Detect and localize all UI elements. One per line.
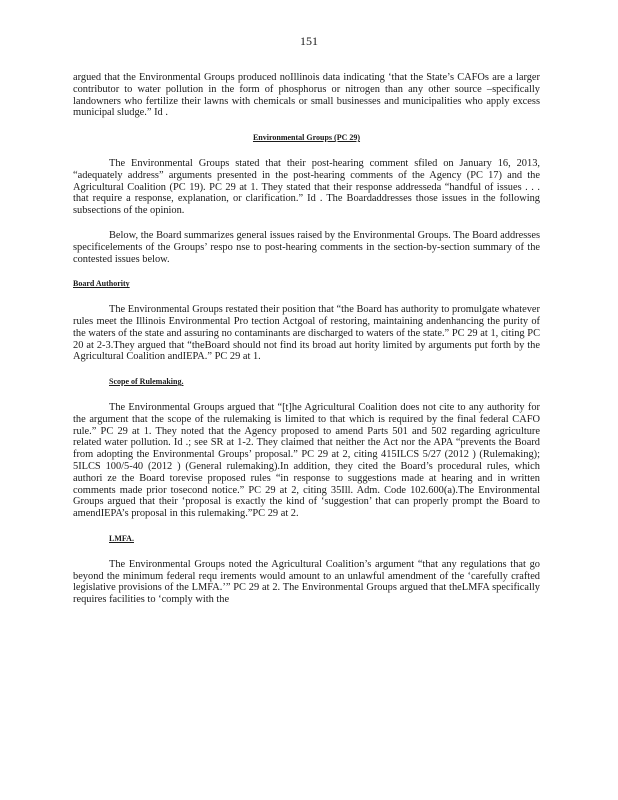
paragraph: The Environmental Groups argued that “[t]he Agricultural Coalition does not cite to any authority for the argument that the scope of the rulemaking is limited to that which is required by the final federal CAFO rule.” PC 29 at 1. They noted that the Agency proposed to amend Parts 501 and 502 regarding agriculture related water pollution. Id .; see SR at 1-2. They claimed that neither the Act nor the APA “prevents the Board from adopting the Environmental Groups’ proposal.” PC 29 at 2, citing 415ILCS 5/27 (2012 ) (Rulemaking); 5ILCS 100/5-40 (2012 ) (General rulemaking).In addition, they cited the Board’s procedural rules, which authori ze the Board torevise proposed rules “in response to suggestions made at hearing and in written comments made prior tosecond notice.” PC 29 at 2, citing 35Ill. Adm. Code 102.600(a).The Environmental Groups argued that their ‘proposal is exactly the kind of ‘suggestion’ that can properly prompt the Board to amendIEPA’s proposal in this rulemaking.”PC 29 at 2. [73,401,540,520]
paragraph-continued: argued that the Environmental Groups produced noIllinois data indicating ‘that the State’s CAFOs are a larger contributor to water pollution in the form of phosphorus or nitrogen than any other source –specifically landowners who fertilize their lawns with chemicals or small businesses and municipalities who apply excess municipal sludge.” Id . [73,72,540,119]
paragraph: The Environmental Groups stated that their post-hearing comment sfiled on January 16, 2013, “adequately address” arguments presented in the post-hearing comments of the Agency (PC 17) and the Agricultural Coalition (PC 19). PC 29 at 1. They stated that their response addresseda “handful of issues . . . that require a response, explanation, or clarification.” Id . The Boardaddresses those issues in the following subsections of the opinion. [73,157,540,217]
paragraph: Below, the Board summarizes general issues raised by the Environmental Groups. The Board addresses specificelements of the Groups’ respo nse to post-hearing comments in the section-by-section summary of the contested issues below. [73,229,540,265]
paragraph: The Environmental Groups restated their position that “the Board has authority to promulgate whatever rules meet the Illinois Environmental Pro tection Actgoal of restoring, maintaining andenhancing the purity of the waters of the state and assuring no contaminants are discharged to waters of the state.” PC 29 at 1, citing PC 20 at 2-3.They argued that “theBoard should not find its broad aut hority limited by arguments put forth by the Agricultural Coalition andIEPA.” PC 29 at 1. [73,304,540,363]
page-number: 151 [300,34,318,48]
section-heading-environmental-groups: Environmental Groups (PC 29) [252,133,361,143]
section-heading-board-authority: Board Authority [73,279,130,289]
paragraph: The Environmental Groups noted the Agricultural Coalition’s argument “that any regulations that go beyond the minimum federal requ irements would amount to an unlawful amendment of the ‘carefully crafted legislative provisions of the LMFA.’” PC 29 at 2. The Environmental Groups argued that theLMFA specifically requires facilities to ‘comply with the [73,558,540,606]
section-heading-lmfa: LMFA. [109,533,134,543]
section-heading-scope-of-rulemaking: Scope of Rulemaking. [109,377,184,387]
page-body [73,72,540,619]
